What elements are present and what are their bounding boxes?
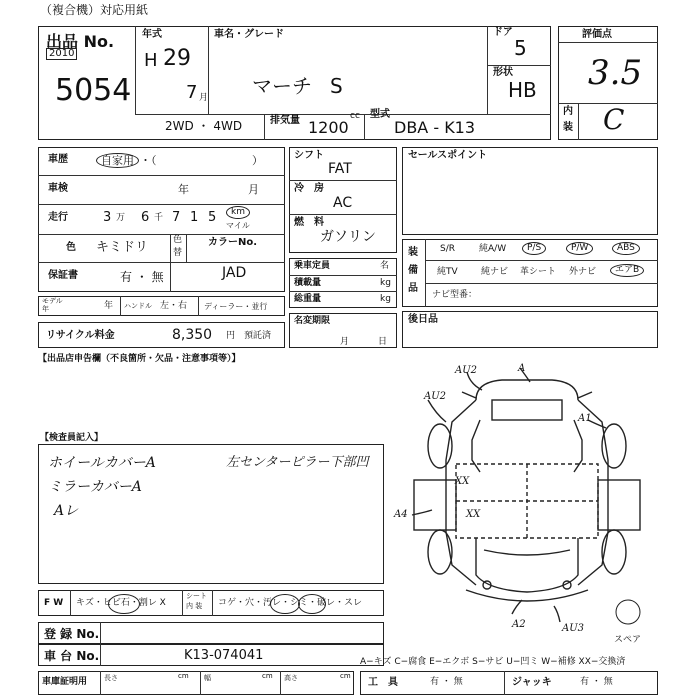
damage-legend: A−キズ C−腐食 E−エクボ S−サビ U−凹ミ W−補修 XX−交換済 [360, 657, 626, 667]
spare-label: スペア [614, 635, 642, 645]
type-value: DBA - K13 [394, 118, 476, 137]
shape-label: 形状 [493, 67, 513, 78]
color-value: キミドリ [96, 240, 149, 255]
type-label: 型式 [370, 109, 390, 120]
mark-au2-top: AU2 [455, 365, 478, 376]
mark-a1: A1 [578, 413, 592, 424]
equip-nav: 純ナビ [481, 267, 509, 277]
equip-pw: P/W [566, 242, 593, 255]
equip-alloy: 純A/W [479, 244, 507, 254]
equip-tv: 純TV [437, 267, 458, 277]
mark-au2-left: AU2 [424, 391, 447, 402]
grade-label: 評価点 [582, 29, 612, 40]
year-month: 7 [186, 82, 198, 103]
year-era: H [144, 50, 158, 71]
interior-grade: C [603, 103, 625, 136]
equip-ps: P/S [522, 242, 546, 255]
shape-value: HB [508, 78, 537, 102]
history-value: 自家用 [96, 153, 139, 168]
equip-abs: ABS [612, 242, 640, 255]
door-label: ドア [493, 27, 513, 38]
lot-label: 出品 No. [46, 32, 115, 51]
aircon-value: AC [333, 195, 353, 211]
lot-stamp: 2010 [46, 48, 77, 60]
chassis-number: K13-074041 [184, 648, 264, 663]
door-value: 5 [514, 36, 527, 60]
inspector-right-note: 左センターピラー下部凹 [226, 455, 369, 470]
form-title: （複合機）対応用紙 [40, 3, 149, 17]
mark-au3: AU3 [562, 623, 585, 634]
equip-ext-nav: 外ナビ [569, 267, 597, 277]
mark-a-top: A [518, 363, 526, 374]
equip-sr: S/R [440, 244, 455, 254]
model-grade: S [330, 74, 343, 98]
inspector-line-1: ホイールカバーA [48, 455, 156, 471]
drive-type: 2WD ・ 4WD [165, 119, 243, 133]
shift-value: FAT [328, 161, 352, 177]
mark-xx-1: XX [455, 476, 470, 487]
seller-notes-label: 【出品店申告欄（不良箇所・欠品・注意事項等）】 [38, 354, 241, 364]
color-code: JAD [222, 265, 247, 281]
recycle-value: 8,350 [172, 327, 213, 343]
inspector-line-2: ミラーカバーA [48, 479, 142, 495]
inspector-label: 【検査員記入】 [40, 433, 104, 443]
later-block [402, 311, 658, 348]
model-label: 車名・グレード [214, 29, 284, 40]
car-damage-diagram [392, 360, 672, 640]
inspector-line-3: Aレ [54, 503, 79, 519]
mark-xx-2: XX [466, 509, 481, 520]
tools-jack-row [360, 671, 658, 695]
grade-value: 3.5 [588, 53, 643, 93]
year-value: 29 [163, 46, 191, 71]
year-label: 年式 [142, 29, 162, 40]
equip-leather: 革シート [520, 267, 557, 277]
displacement-value: 1200 [308, 118, 349, 137]
fuel-value: ガソリン [320, 229, 376, 245]
displacement-label: 排気量 [270, 115, 300, 126]
mark-a2: A2 [512, 619, 526, 630]
lot-number: 5054 [55, 73, 132, 108]
mark-a4: A4 [394, 509, 408, 520]
equip-airbag: エアB [610, 264, 644, 277]
model-name: マーチ [252, 74, 312, 98]
mileage-unit-km: km [226, 206, 250, 219]
